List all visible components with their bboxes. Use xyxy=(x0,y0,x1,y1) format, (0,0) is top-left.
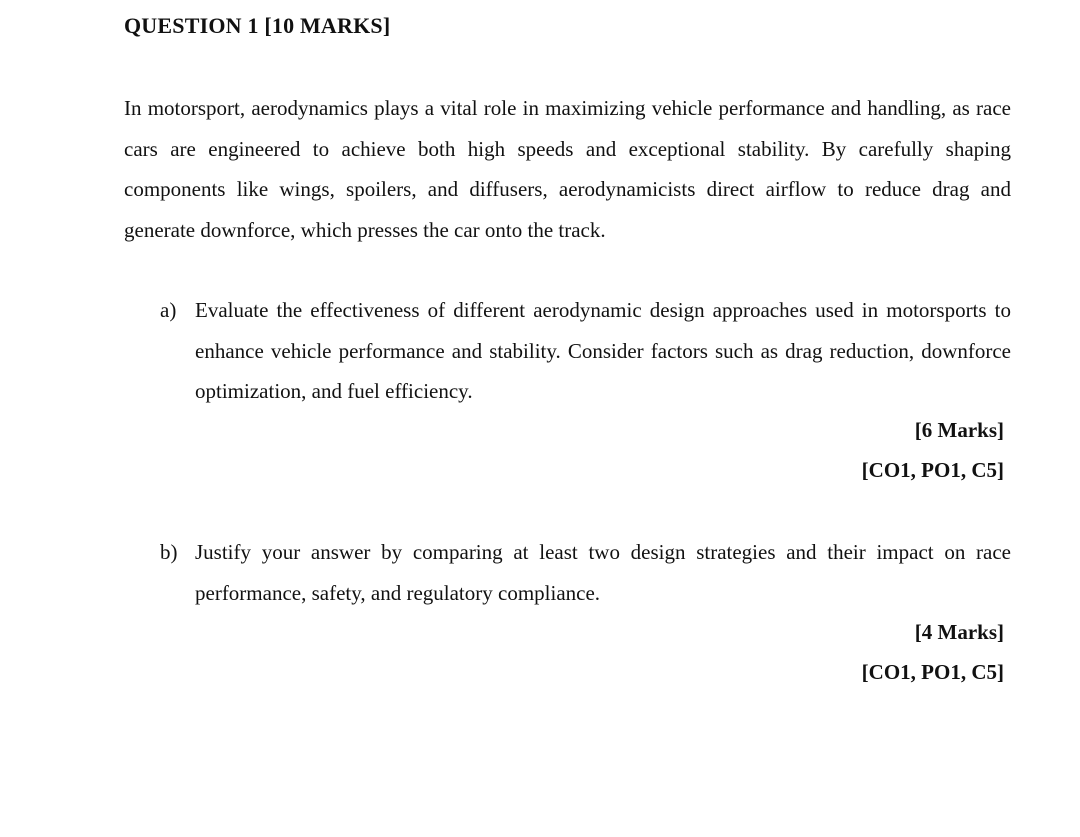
part-a-text: Evaluate the effectiveness of different aerodynamic design approaches used in motorsports to enhance vehicle performance and stability. Consider factors such as drag reduction, downforce optimization, and fuel efficiency. xyxy=(195,298,1011,403)
part-b-label: b) xyxy=(160,540,178,564)
part-a-marks: [6 Marks] xyxy=(914,418,1004,442)
part-a-label: a) xyxy=(160,298,177,322)
part-a-outcomes: [CO1, PO1, C5] xyxy=(861,458,1004,482)
part-b-marks: [4 Marks] xyxy=(914,620,1004,644)
question-intro-paragraph: In motorsport, aerodynamics plays a vital role in maximizing vehicle performance and handling, as race cars are engineered to achieve both high speeds and exceptional stability. By carefully shaping components like wings, spoilers, and diffusers, aerodynamicists direct airflow to reduce drag and generate downforce, which presses the car onto the track. xyxy=(124,96,1011,242)
part-b-outcomes: [CO1, PO1, C5] xyxy=(861,660,1004,684)
part-b-text: Justify your answer by comparing at least two design strategies and their impact on race performance, safety, and regulatory compliance. xyxy=(195,540,1011,605)
question-title: QUESTION 1 [10 MARKS] xyxy=(124,13,391,38)
